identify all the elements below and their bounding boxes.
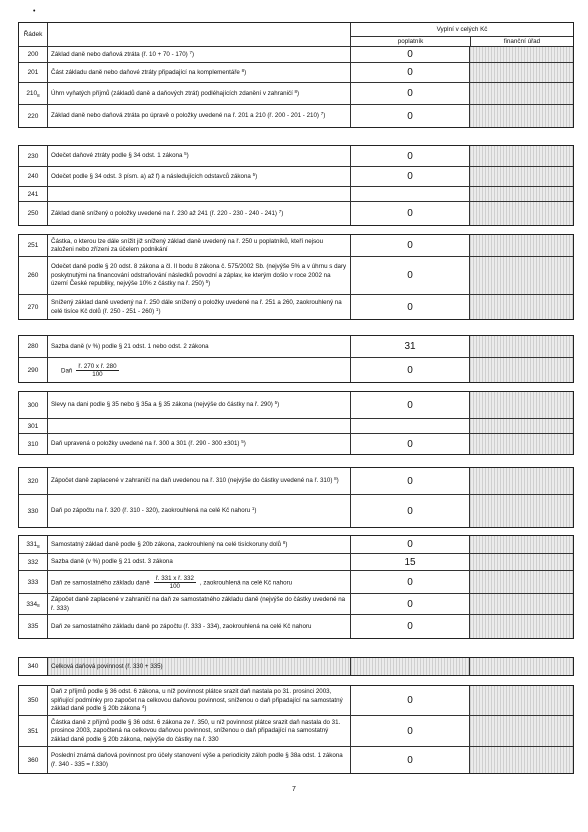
footnote-marker: 8 [241, 67, 245, 73]
office-shaded-cell [470, 336, 573, 357]
footnote-marker: 5 [241, 439, 244, 445]
payer-value: 0 [407, 364, 413, 376]
fraction-prefix: Daň [61, 367, 73, 375]
row-description-content [51, 719, 347, 744]
page-number: 7 [292, 786, 296, 793]
row-description-text: Zápočet daně zaplacené v zahraničí na daň uvedenou na ř. 310 (nejvýše do částky uvedené na ř. 310) [51, 477, 333, 485]
table-row [19, 105, 573, 127]
row-number [19, 63, 48, 82]
form-block [18, 657, 574, 676]
office-shaded-cell [470, 615, 573, 638]
header-fill-label: Vyplní v celých Kč [351, 23, 573, 37]
row-number-text: 350 [27, 697, 39, 704]
office-shaded-cell [470, 594, 573, 614]
row-number-text: 201 [27, 69, 39, 76]
row-number: 334 $^8$ [19, 594, 48, 614]
row-description-text: Částka, o kterou lze dále snížit již snížený základ daně uvedený na ř. 250 u poplatníků, kteří nejsou založeni nebo zřízeni za účelem podnikání [51, 237, 324, 253]
row-description-text: Daň ze samostatného základu daně po zápočtu (ř. 333 - 334), zaokrouhlená na celé Kč nahoru [51, 622, 312, 630]
table-row [19, 615, 573, 638]
footnote-marker: 8 [334, 476, 337, 482]
table-row [19, 495, 573, 527]
row-description [48, 257, 351, 294]
office-shaded-cell [470, 187, 573, 201]
payer-value: 0 [407, 67, 413, 78]
table-row [19, 358, 573, 382]
fraction-denominator: 100 [169, 583, 180, 590]
row-number [19, 686, 48, 715]
table-row [19, 419, 573, 434]
row-description [48, 392, 351, 418]
row-number [19, 747, 48, 773]
row-description [48, 434, 351, 454]
form-block [18, 685, 574, 774]
row-description-content [51, 752, 347, 769]
payer-value: 0 [407, 598, 413, 610]
row-number [19, 434, 48, 454]
row-number-text: 320 [27, 477, 39, 485]
row-number-text: 331 [26, 541, 38, 548]
row-description-text: Slevy na dani podle § 35 nebo § 35a a § 35 zákona (nejvýše do částky na ř. 290) [51, 401, 273, 409]
header-fill-group [351, 23, 573, 46]
row-number [19, 658, 48, 675]
payer-value-field[interactable] [351, 392, 470, 418]
row-description [48, 419, 351, 433]
row-description-text: Základ daně nebo daňová ztráta (ř. 10 + 70 - 170) [51, 50, 188, 58]
row-number [19, 235, 48, 256]
fraction [76, 363, 118, 379]
office-shaded-cell [470, 686, 573, 715]
office-shaded-cell [470, 83, 573, 104]
payer-value: 0 [407, 475, 413, 487]
table-row [19, 716, 573, 747]
row-description-text: Daň upravená o položky uvedené na ř. 300 a 301 (ř. 290 - 300 ±301) [51, 440, 240, 448]
table-row [19, 336, 573, 358]
payer-value-field[interactable] [351, 615, 470, 638]
footnote-marker: 7 [278, 208, 282, 214]
office-shaded-cell [470, 747, 573, 773]
office-shaded-cell [470, 571, 573, 593]
row-number-text: 351 [27, 727, 39, 735]
office-shaded-cell [470, 295, 573, 319]
office-shaded-cell [470, 495, 573, 527]
row-description-content: Slevy na dani podle § 35 nebo § 35a a § 35 zákona (nejvýše do částky na ř. 290) $^5$) [51, 400, 280, 409]
row-description [48, 47, 351, 62]
row-number [19, 336, 48, 357]
row-description-content [51, 238, 347, 255]
row-number [19, 554, 48, 570]
payer-value-field[interactable] [351, 63, 470, 82]
office-shaded-cell [470, 146, 573, 166]
office-shaded-cell [470, 658, 573, 675]
office-shaded-cell [470, 47, 573, 62]
row-description [48, 594, 351, 614]
row-description-text: Základ daně snížený o položky uvedené na ř. 230 až 241 (ř. 220 - 230 - 240 - 241) [51, 209, 277, 217]
form-block [18, 391, 574, 455]
payer-value: 0 [407, 505, 413, 517]
table-row [19, 47, 573, 63]
row-description-content: Základ daně snížený o položky uvedené na ř. 230 až 241 (ř. 220 - 230 - 240 - 241) $^7$) [51, 208, 284, 217]
payer-value-field[interactable] [351, 167, 470, 186]
header-spacer [48, 23, 351, 46]
row-number-text: 360 [27, 756, 39, 764]
table-row [19, 536, 573, 554]
row-description-content: Daň po zápočtu na ř. 320 (ř. 310 - 320), zaokrouhlená na celé Kč nahoru $^1$) [51, 506, 257, 515]
footnote-marker: 1 [155, 306, 159, 312]
fraction [154, 575, 196, 591]
payer-value-field[interactable] [351, 83, 470, 104]
table-row [19, 187, 573, 202]
fraction-denominator: 100 [92, 371, 103, 378]
row-description-content [51, 663, 163, 671]
row-description-text: Odečet daně podle § 20 odst. 8 zákona a čl. II bodu 8 zákona č. 575/2002 Sb. (nejvýše 5% a v úhrnu s dary poskytnutými na financování odstraňování následků povodní a záplav, ke kterým došlo v roce 2002 na území České republiky, nejvýše 10% z částky na ř. 250) [51, 263, 347, 288]
payer-value: 0 [407, 695, 413, 706]
office-shaded-cell [470, 434, 573, 454]
payer-value-field[interactable] [351, 658, 470, 675]
payer-value: 31 [404, 341, 416, 352]
payer-value: 0 [407, 150, 413, 162]
form-block [18, 335, 574, 383]
row-description-text: Částka daně z příjmů podle § 36 odst. 6 zákona ze ř. 350, u níž povinnost plátce srazit daň nastala do 31. prosince 2003, započtená na celkovou daňovou povinnost, sníženou o daň připadající na samostatný základ daně podle § 20b zákona, nejvýše do částky na ř. 330 [51, 718, 341, 743]
form-block [18, 145, 574, 226]
row-number-text: 230 [27, 152, 39, 160]
row-number [19, 202, 48, 225]
payer-value: 0 [407, 438, 413, 450]
row-description-text: Samostatný základ daně podle § 20b zákona, zaokrouhlený na celé tisíckoruny dolů [51, 540, 282, 548]
row-number-text: 301 [27, 422, 39, 430]
form-block [18, 467, 574, 528]
row-number [19, 571, 48, 593]
row-description-text: Daň z příjmů podle § 36 odst. 6 zákona, u níž povinnost plátce srazit daň nastala po 31. prosinci 2003, splňující podmínky pro započet na celkovou daňovou povinnost, sníženou o daň připadající na samostatný základ daně podle § 20b zákona [51, 688, 343, 713]
fraction-suffix: , zaokrouhlená na celé Kč nahoru [199, 579, 293, 587]
row-number-text: 270 [27, 303, 39, 311]
row-description [48, 83, 351, 104]
row-description-content [51, 596, 347, 613]
row-description-content: Základ daně nebo daňová ztráta (ř. 10 + 70 - 170) $^7$) [51, 49, 195, 58]
office-shaded-cell [470, 554, 573, 570]
row-description [48, 716, 351, 746]
office-shaded-cell [470, 63, 573, 82]
row-number: 210 $^8$ [19, 83, 48, 104]
row-description-content [51, 558, 173, 566]
row-number-text: 250 [27, 210, 39, 217]
row-description-content [61, 363, 123, 379]
row-number [19, 615, 48, 638]
row-description [48, 615, 351, 638]
footnote-marker: 5 [184, 151, 187, 157]
row-number-text: 240 [27, 173, 39, 180]
payer-value-field[interactable] [351, 747, 470, 773]
payer-value: 0 [407, 171, 413, 182]
payer-value: 0 [407, 270, 413, 281]
row-description [48, 554, 351, 570]
payer-value-field[interactable] [351, 434, 470, 454]
row-number-text: 310 [27, 440, 39, 448]
row-number [19, 167, 48, 186]
row-description [48, 167, 351, 186]
row-description-content: Část základu daně nebo daňové ztráty připadající na komplementáře $^8$) [51, 67, 247, 76]
table-header [19, 23, 573, 47]
row-number-text: 335 [27, 623, 39, 630]
row-description-content [51, 343, 209, 351]
row-description-content [51, 575, 292, 591]
row-description-text: Základ daně nebo daňová ztráta po úpravě o položky uvedené na ř. 201 a 210 (ř. 200 - 201 - 210) [51, 112, 319, 120]
header-subcols [351, 37, 573, 46]
footnote-marker: 4 [141, 704, 145, 710]
row-number [19, 187, 48, 201]
row-number [19, 716, 48, 746]
table-row [19, 658, 573, 675]
payer-value-field[interactable] [351, 554, 470, 570]
corner-mark: • [33, 8, 36, 15]
row-description-content [51, 623, 311, 631]
form-block [18, 535, 574, 639]
payer-value: 0 [407, 621, 413, 632]
row-description [48, 336, 351, 357]
payer-value-field[interactable] [351, 571, 470, 593]
form-block [18, 234, 574, 320]
fraction-numerator: ř. 331 x ř. 332 [155, 574, 194, 582]
row-description-text: Daň po zápočtu na ř. 320 (ř. 310 - 320), zaokrouhlená na celé Kč nahoru [51, 507, 251, 515]
payer-value: 0 [407, 208, 413, 219]
header-office: finanční úřad [503, 38, 541, 45]
row-number [19, 295, 48, 319]
row-description-content: Odečet daňové ztráty podle § 34 odst. 1 zákona $^5$) [51, 151, 189, 160]
table-row [19, 468, 573, 495]
office-shaded-cell [470, 202, 573, 225]
office-shaded-cell [470, 468, 573, 494]
footnote-marker: 7 [189, 49, 192, 55]
row-description [48, 295, 351, 319]
row-description-content: Odečet daně podle § 20 odst. 8 zákona a čl. II bodu 8 zákona č. 575/2002 Sb. (nejvýše 5% a v úhrnu s dary poskytnutými na financování odstraňování následků povodní a záplav, ke kterým došlo v roce 2002 na území České republiky, nejvýše 10% z částky na ř. 250) $^5$) [51, 263, 347, 288]
payer-value: 0 [407, 49, 413, 60]
row-number-text: 260 [27, 272, 39, 279]
payer-value: 0 [407, 301, 413, 313]
payer-value: 0 [407, 754, 413, 766]
payer-value-field[interactable] [351, 536, 470, 553]
header-payer: poplatník [351, 37, 471, 46]
row-description [48, 686, 351, 715]
payer-value-field[interactable] [351, 594, 470, 614]
row-description-content: Snížený základ daně uvedený na ř. 250 dále snížený o položky uvedené na ř. 251 a 260, zaokrouhlený na celé tisíce Kč dolů (ř. 250 - 251 - 260) $^1$) [51, 299, 342, 315]
row-description-text: Část základu daně nebo daňové ztráty připadající na komplementáře [51, 68, 240, 76]
payer-value: 0 [407, 240, 413, 251]
row-number-text: 251 [27, 242, 39, 249]
payer-value-field[interactable] [351, 295, 470, 319]
row-number [19, 392, 48, 418]
row-description-text: Sazba daně (v %) podle § 21 odst. 1 nebo odst. 2 zákona [51, 342, 209, 350]
row-number [19, 146, 48, 166]
row-description [48, 105, 351, 127]
row-number-text: 340 [27, 663, 39, 670]
row-description [48, 468, 351, 494]
footnote-marker: 8 [282, 539, 286, 545]
table-row [19, 392, 573, 419]
payer-value-field[interactable] [351, 105, 470, 127]
footnote-marker: 5 [252, 171, 256, 177]
row-description-text: Snížený základ daně uvedený na ř. 250 dále snížený o položky uvedené na ř. 251 a 260, zaokrouhlený na celé tisíce Kč dolů (ř. 250 - 251 - 260) [51, 299, 342, 315]
payer-value-field[interactable] [351, 257, 470, 294]
row-number [19, 495, 48, 527]
row-number-text: 220 [27, 112, 39, 120]
payer-value: 0 [407, 399, 413, 411]
table-row [19, 146, 573, 167]
row-description [48, 495, 351, 527]
table-row [19, 202, 573, 225]
office-shaded-cell [470, 257, 573, 294]
row-number [19, 358, 48, 382]
payer-value-field[interactable] [351, 202, 470, 225]
row-description-text: Poslední známá daňová povinnost pro účely stanovení výše a periodicity záloh podle § 38a odst. 1 zákona (ř. 340 - 335 = ř.330) [51, 752, 343, 768]
row-number [19, 468, 48, 494]
row-number-text: 333 [27, 578, 39, 586]
row-description-content: Samostatný základ daně podle § 20b zákona, zaokrouhlený na celé tisíckoruny dolů $^8$) [51, 539, 288, 548]
office-shaded-cell [470, 392, 573, 418]
payer-value: 0 [407, 110, 413, 122]
row-description [48, 571, 351, 593]
row-description-content: Úhrn vyňatých příjmů (základů daně a daňových ztrát) podléhajících zdanění v zahraničí $^8$) [51, 88, 300, 97]
row-number [19, 105, 48, 127]
table-row [19, 63, 573, 83]
row-description-content: Základ daně nebo daňová ztráta po úpravě o položky uvedené na ř. 201 a 210 (ř. 200 - 201 - 210) $^7$) [51, 111, 326, 120]
row-description [48, 536, 351, 553]
table-row [19, 571, 573, 594]
row-number-text: 330 [27, 507, 39, 515]
form-block [18, 22, 574, 128]
row-description-content: Daň upravená o položky uvedené na ř. 300 a 301 (ř. 290 - 300 ±301) $^5$) [51, 439, 246, 448]
payer-value-field[interactable] [351, 187, 470, 201]
row-number: 331 $^8$ [19, 536, 48, 553]
payer-value-field[interactable] [351, 468, 470, 494]
payer-value-field[interactable] [351, 336, 470, 357]
table-row [19, 235, 573, 257]
table-row [19, 257, 573, 295]
table-row [19, 295, 573, 319]
row-description [48, 747, 351, 773]
payer-value: 0 [407, 539, 413, 550]
row-description-text: Odečet daňové ztráty podle § 34 odst. 1 zákona [51, 152, 183, 160]
row-description-content: Zápočet daně zaplacené v zahraničí na daň uvedenou na ř. 310 (nejvýše do částky uvedené na ř. 310) $^8$) [51, 476, 339, 485]
footnote-marker: 7 [320, 111, 324, 117]
row-number-text: 200 [27, 51, 39, 58]
row-number [19, 419, 48, 433]
row-description [48, 187, 351, 201]
footnote-marker: 8 [294, 88, 298, 94]
payer-value-field[interactable] [351, 686, 470, 715]
row-number-text: 280 [27, 343, 39, 350]
row-description [48, 358, 351, 382]
payer-value: 15 [404, 556, 416, 568]
row-description [48, 658, 351, 675]
payer-value-field[interactable] [351, 146, 470, 166]
footnote-marker: 5 [205, 279, 209, 285]
office-shaded-cell [470, 358, 573, 382]
payer-value-field[interactable] [351, 716, 470, 746]
row-number [19, 47, 48, 62]
payer-value: 0 [407, 725, 413, 737]
row-description [48, 146, 351, 166]
payer-value-field[interactable] [351, 358, 470, 382]
row-description [48, 202, 351, 225]
table-row [19, 83, 573, 105]
header-row-label: Řádek [19, 23, 48, 46]
table-row [19, 554, 573, 571]
row-description-text: Odečet podle § 34 odst. 3 písm. a) až f) a následujících odstavců zákona [51, 172, 251, 180]
office-shaded-cell [470, 536, 573, 553]
table-row [19, 167, 573, 187]
row-description-text: Zápočet daně zaplacené v zahraničí na daň ze samostatného základu daně (nejvýše do částky uvedené na ř. 333) [51, 596, 346, 612]
row-description-text: Úhrn vyňatých příjmů (základů daně a daňových ztrát) podléhajících zdanění v zahraničí [51, 89, 293, 97]
payer-value-field[interactable] [351, 419, 470, 433]
row-number-text: 332 [27, 558, 39, 566]
row-description-text: Celková daňová povinnost (ř. 330 + 335) [51, 662, 163, 670]
office-shaded-cell [470, 105, 573, 127]
footnote-marker: 1 [251, 506, 255, 512]
row-number-text: 241 [27, 190, 39, 198]
payer-value: 0 [407, 88, 413, 99]
office-shaded-cell [470, 167, 573, 186]
row-number [19, 257, 48, 294]
payer-value-field[interactable] [351, 495, 470, 527]
payer-value: 0 [407, 576, 413, 588]
office-shaded-cell [470, 716, 573, 746]
row-description-text: Sazba daně (v %) podle § 21 odst. 3 zákona [51, 558, 173, 566]
table-row [19, 747, 573, 773]
table-row [19, 434, 573, 454]
row-number-text: 334 [26, 600, 38, 608]
row-description [48, 235, 351, 256]
fraction-prefix: Daň ze samostatného základu daně [51, 579, 150, 587]
footnote-marker: 5 [274, 400, 278, 406]
row-description-content: Daň z příjmů podle § 36 odst. 6 zákona, u níž povinnost plátce srazit daň nastala po 31. prosinci 2003, splňující podmínky pro započet na celkovou daňovou povinnost, sníženou o daň připadající na samostatný základ daně podle § 20b zákona $^4$) [51, 688, 343, 713]
row-description [48, 63, 351, 82]
row-number-text: 300 [27, 401, 39, 409]
table-row [19, 686, 573, 716]
row-description-content: Odečet podle § 34 odst. 3 písm. a) až f) a následujících odstavců zákona $^5$) [51, 171, 258, 180]
table-row [19, 594, 573, 615]
row-number-text: 290 [27, 366, 39, 374]
payer-value-field[interactable] [351, 47, 470, 62]
fraction-numerator: ř. 270 x ř. 280 [78, 362, 117, 370]
office-shaded-cell [470, 419, 573, 433]
payer-value-field[interactable] [351, 235, 470, 256]
row-number-text: 210 [26, 90, 38, 97]
office-shaded-cell [470, 235, 573, 256]
